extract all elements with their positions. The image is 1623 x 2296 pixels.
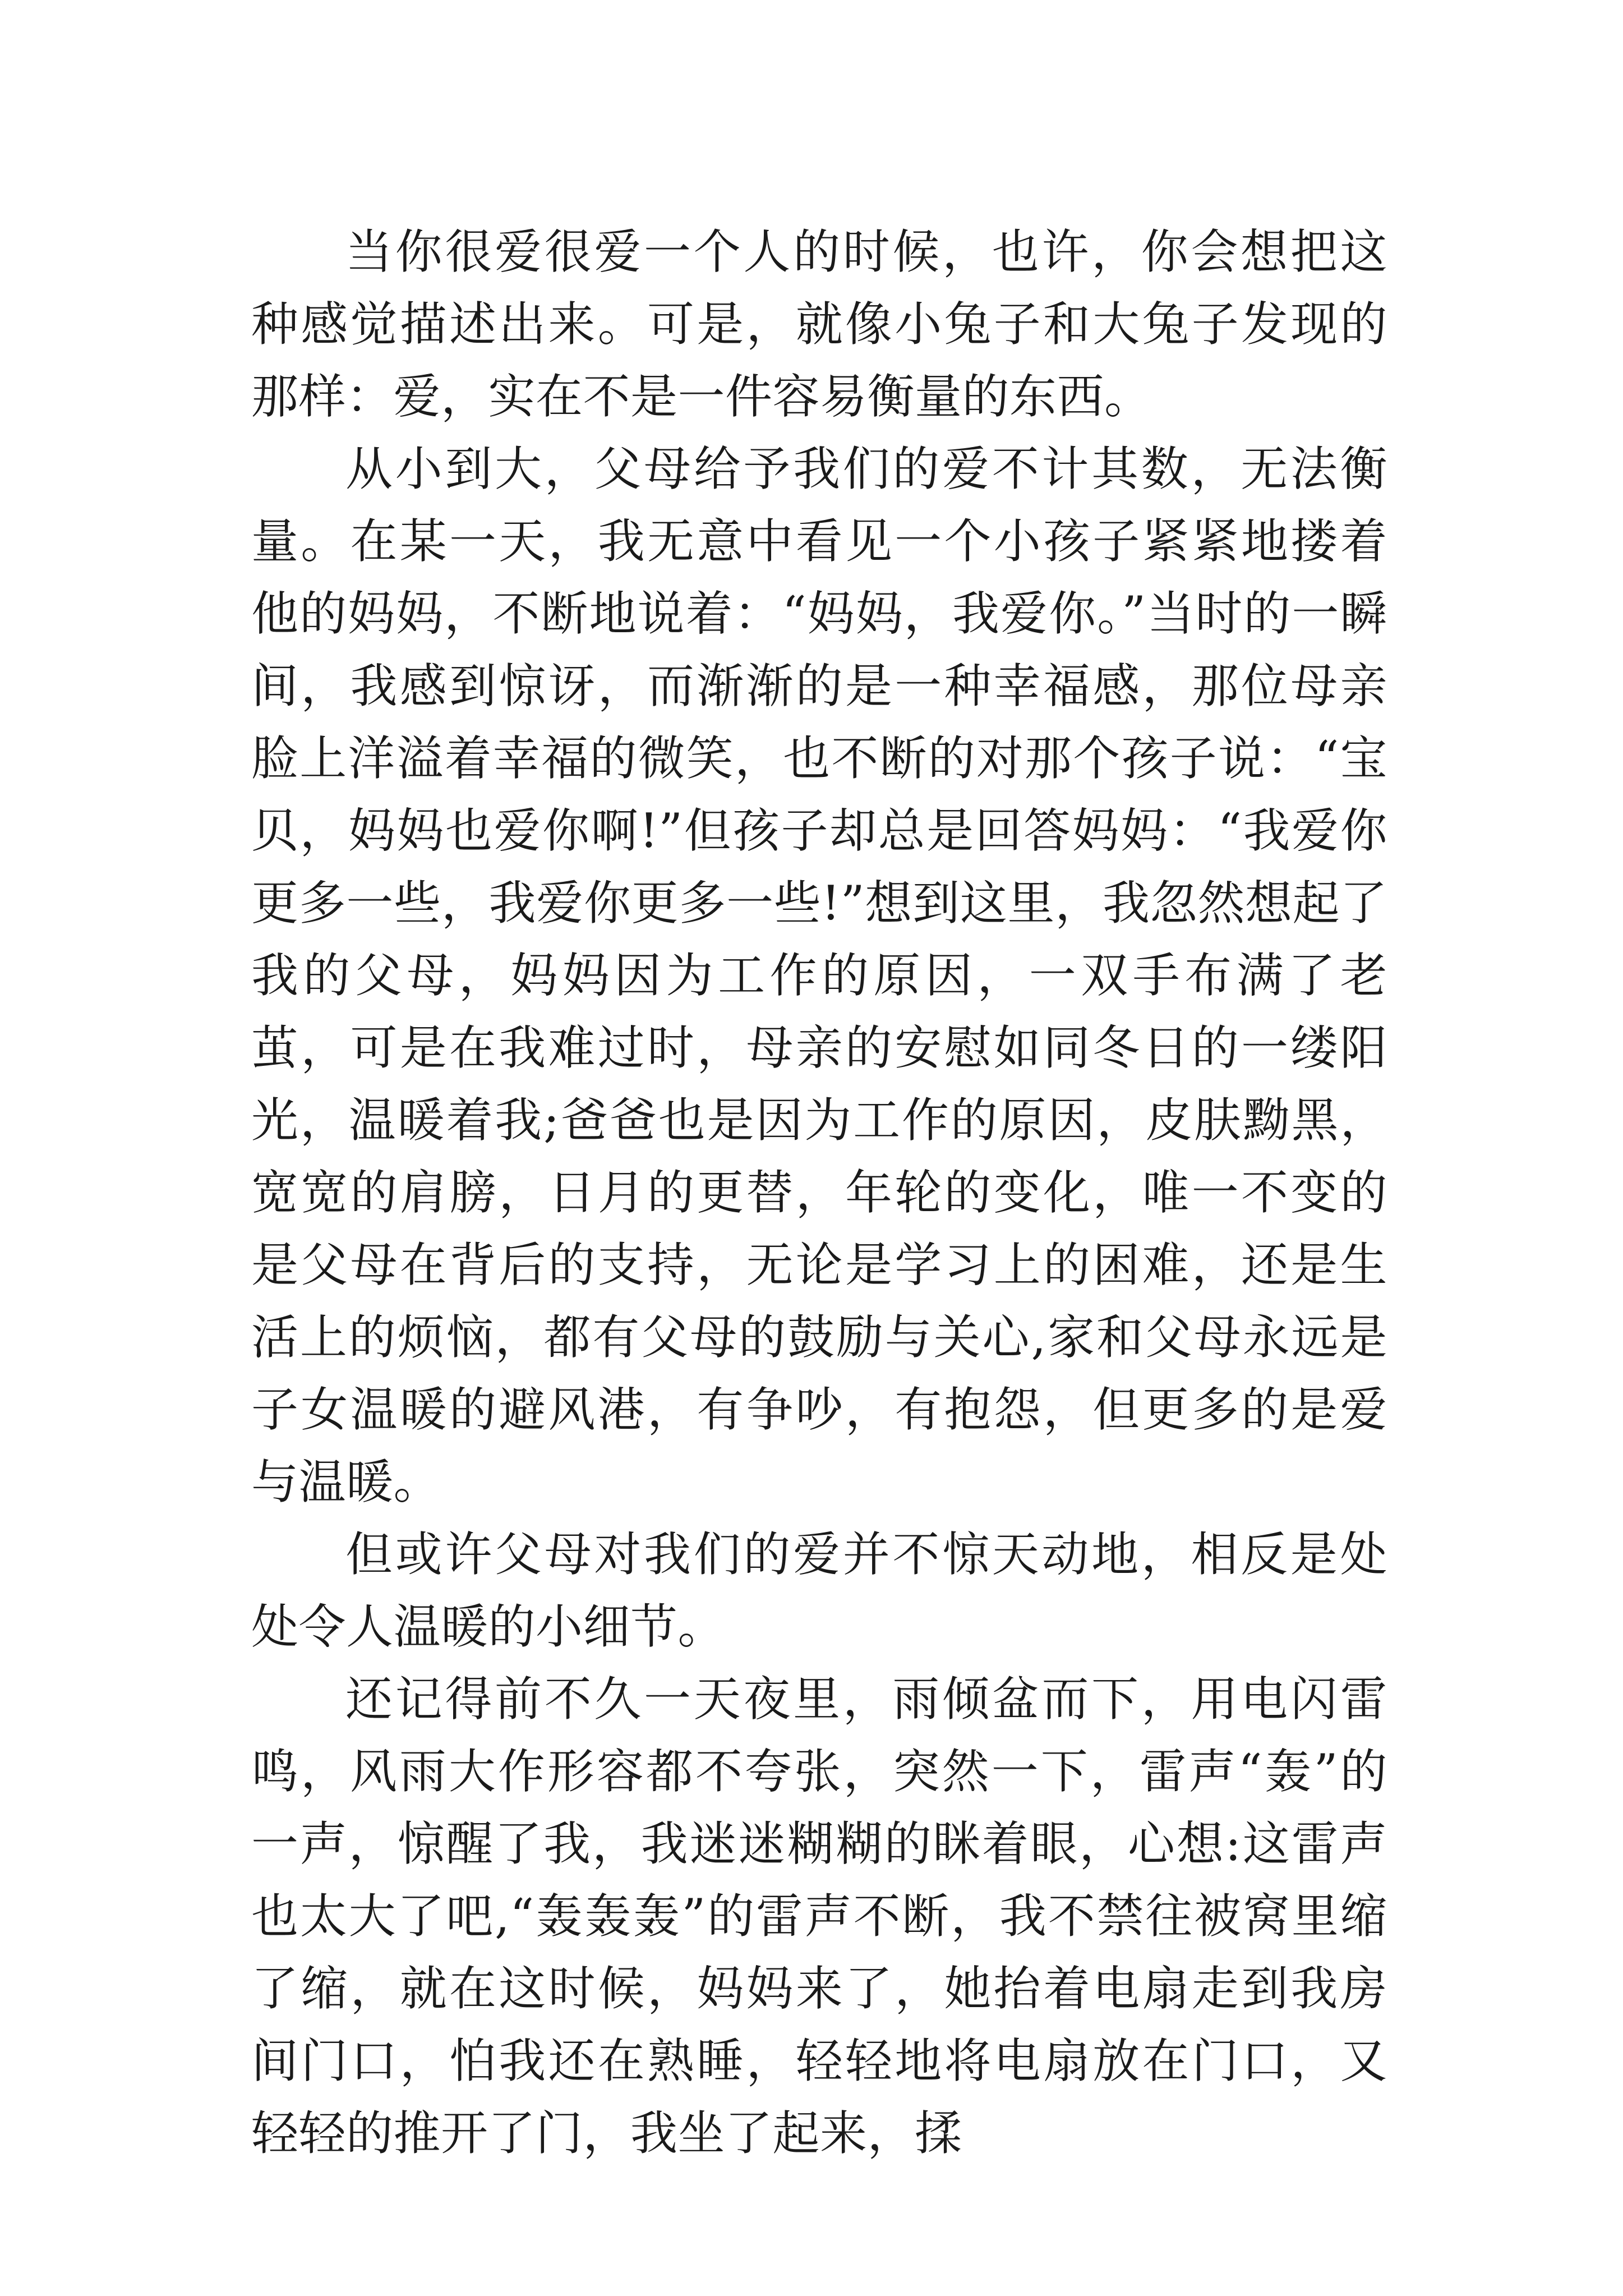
paragraph-3: 但或许父母对我们的爱并不惊天动地，相反是处处令人温暖的小细节。 [251, 1527, 1387, 1654]
paragraph-1: 当你很爱很爱一个人的时候，也许，你会想把这种感觉描述出来。可是，就像小兔子和大兔子发现的那样：爱，实在不是一件容易衡量的东西。 [251, 224, 1387, 424]
paragraph-4: 还记得前不久一天夜里，雨倾盆而下，用电闪雷鸣，风雨大作形容都不夸张，突然一下，雷声“轰”的一声，惊醒了我，我迷迷糊糊的眯着眼，心想:这雷声也太大了吧,“轰轰轰”的雷声不断，我不禁往被窝里缩了缩，就在这时候，妈妈来了，她抬着电扇走到我房间门口，怕我还在熟睡，轻轻地将电扇放在门口，又轻轻的推开了门，我坐了起来，揉 [251, 1672, 1387, 2161]
paragraph-2: 从小到大，父母给予我们的爱不计其数，无法衡量。在某一天，我无意中看见一个小孩子紧紧地搂着他的妈妈，不断地说着：“妈妈，我爱你。”当时的一瞬间，我感到惊讶，而渐渐的是一种幸福感，那位母亲脸上洋溢着幸福的微笑，也不断的对那个孩子说：“宝贝，妈妈也爱你啊!”但孩子却总是回答妈妈：“我爱你更多一些，我爱你更多一些!”想到这里，我忽然想起了我的父母，妈妈因为工作的原因，一双手布满了老茧，可是在我难过时，母亲的安慰如同冬日的一缕阳光，温暖着我;爸爸也是因为工作的原因，皮肤黝黑，宽宽的肩膀，日月的更替，年轮的变化，唯一不变的是父母在背后的支持，无论是学习上的困难，还是生活上的烦恼，都有父母的鼓励与关心,家和父母永远是子女温暖的避风港，有争吵，有抱怨，但更多的是爱与温暖。 [251, 441, 1387, 1510]
document-body [251, 216, 1387, 2170]
